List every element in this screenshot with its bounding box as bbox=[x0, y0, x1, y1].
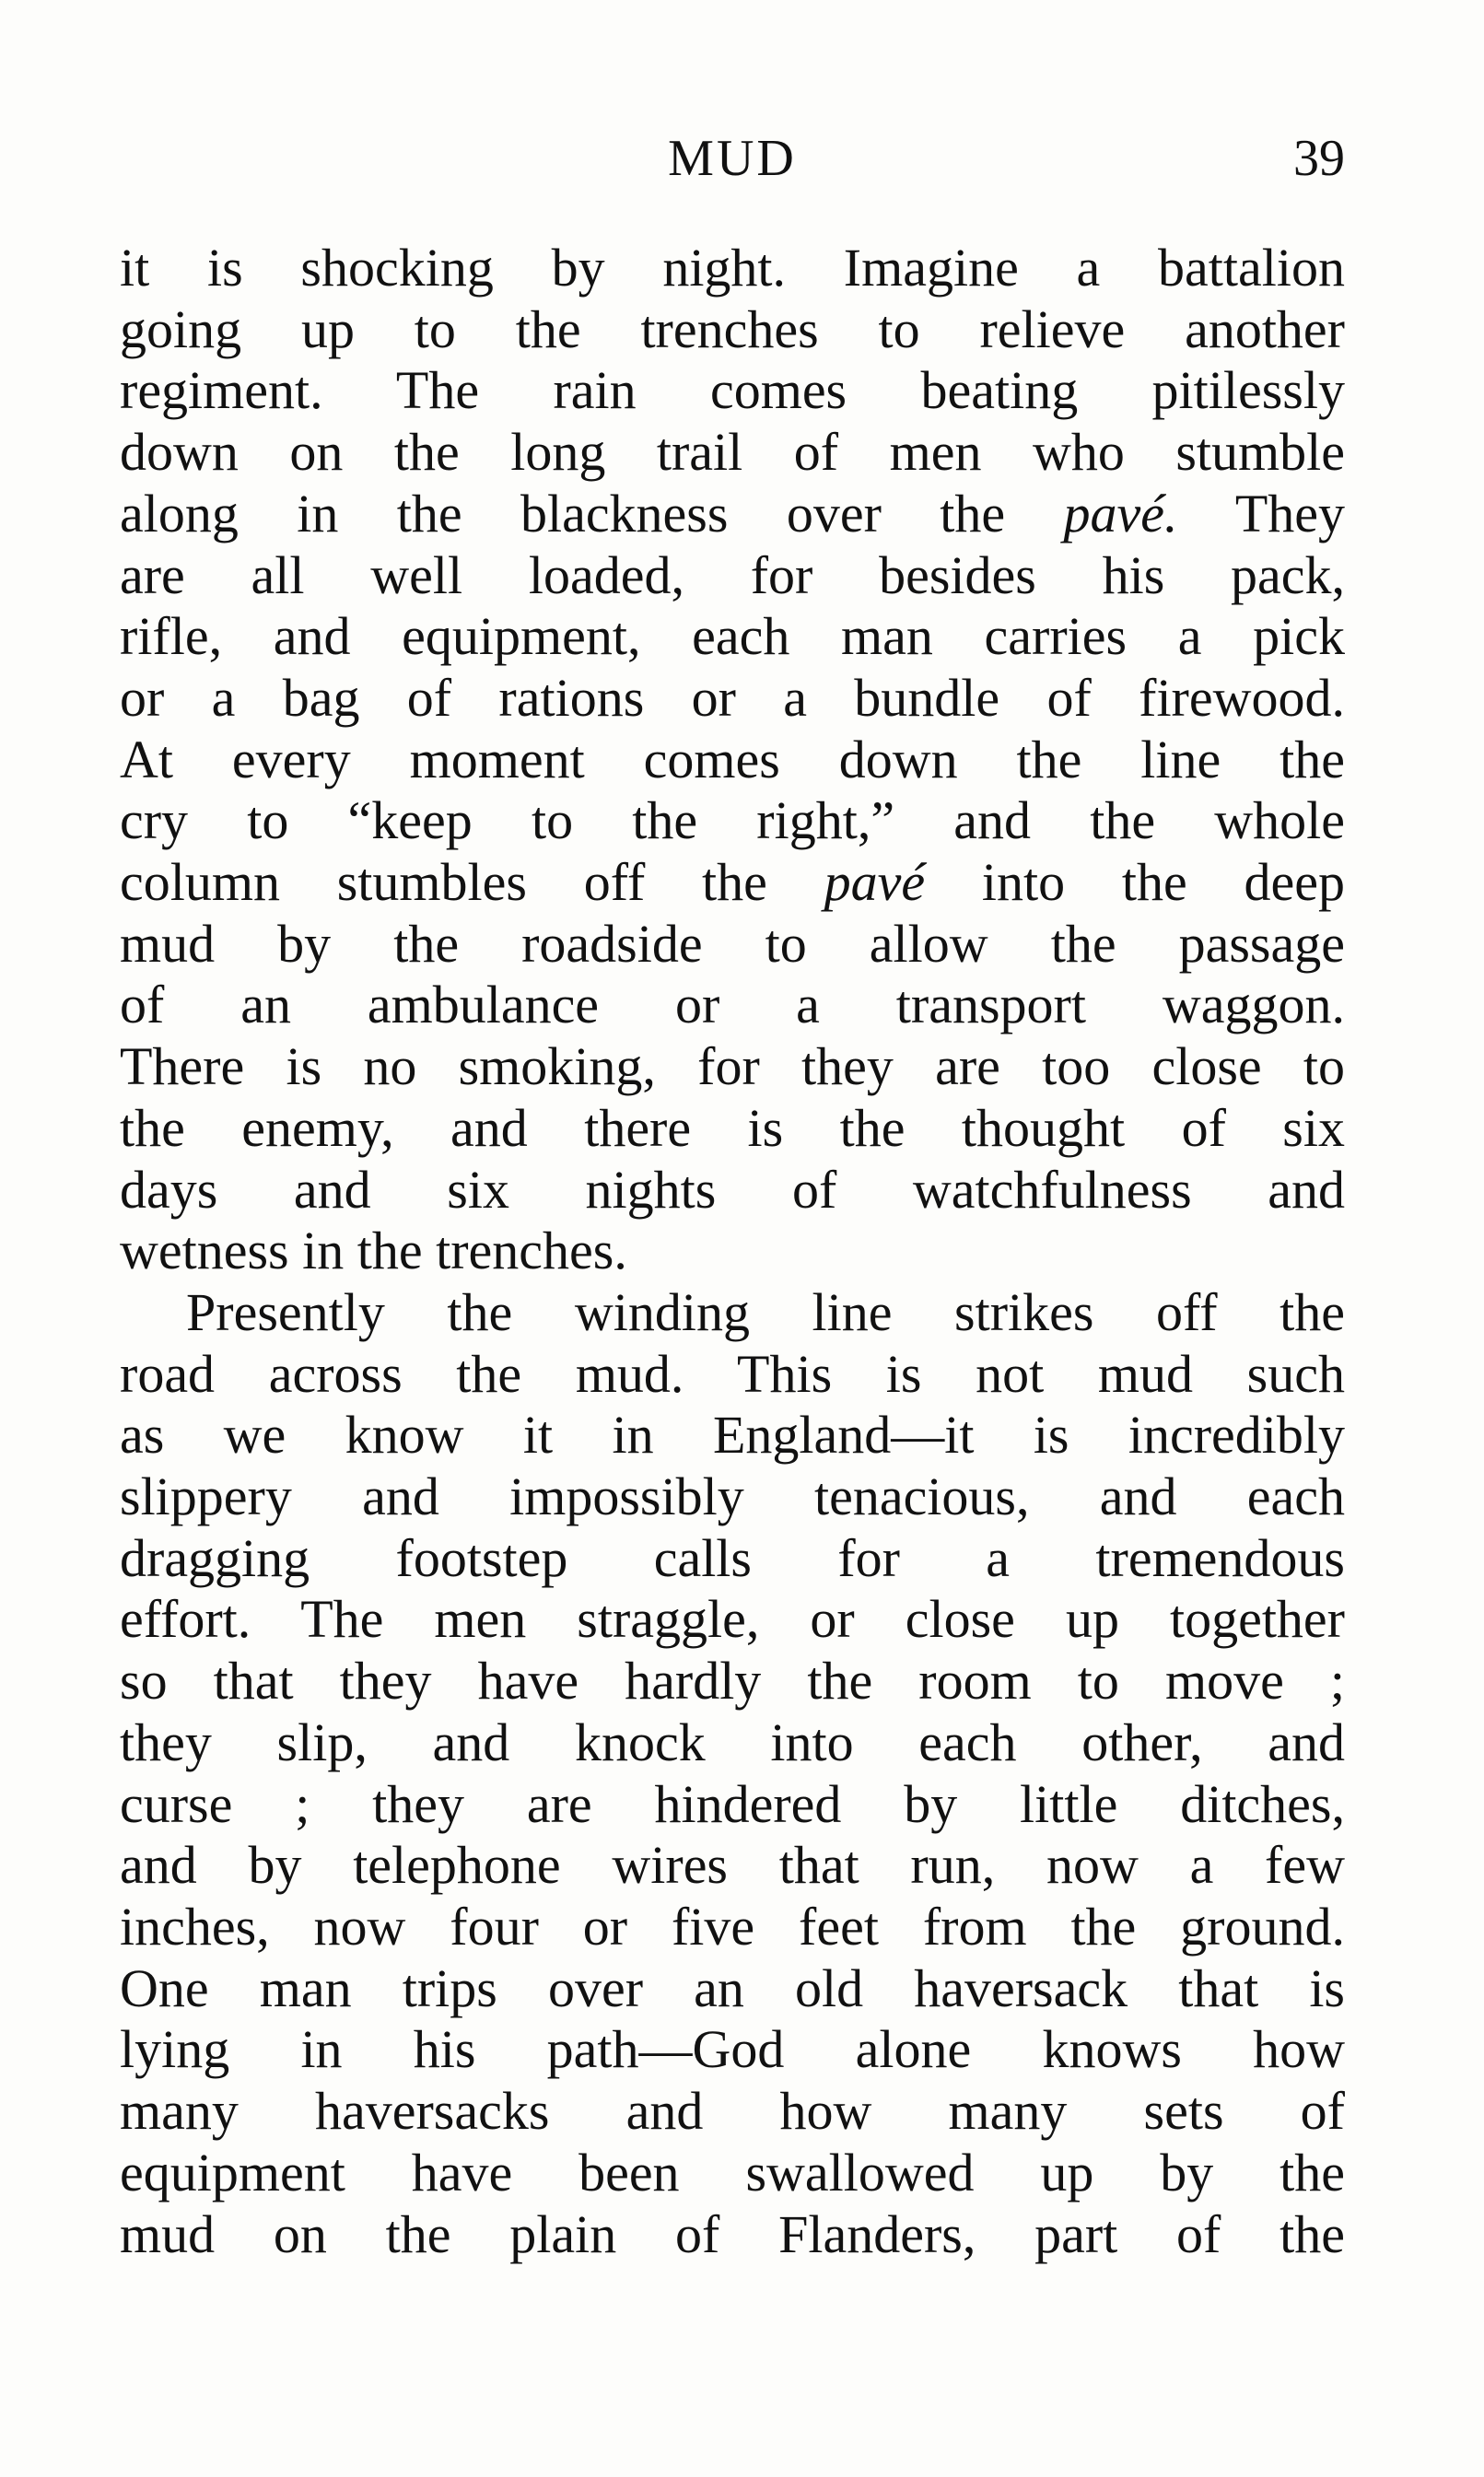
text-line: cry to “keep to the right,” and the whole bbox=[120, 790, 1345, 851]
text-line: as we know it in England—it is incredibly bbox=[120, 1405, 1345, 1466]
text-line: wetness in the trenches. bbox=[120, 1221, 627, 1281]
text-line: are all well loaded, for besides his pack, bbox=[120, 544, 1345, 605]
text-line: Presently the winding line strikes off the bbox=[186, 1281, 1345, 1342]
text-fragment: They bbox=[1177, 483, 1346, 543]
text-line: many haversacks and how many sets of bbox=[120, 2081, 1345, 2142]
italic-word: pavé bbox=[824, 852, 926, 913]
text-line bbox=[120, 852, 1345, 914]
running-head bbox=[120, 129, 1345, 203]
text-line: and by telephone wires that run, now a few bbox=[120, 1835, 1345, 1896]
text-line: it is shocking by night. Imagine a battalion bbox=[120, 238, 1345, 298]
text-line: they slip, and knock into each other, and bbox=[120, 1712, 1345, 1772]
text-line: mud on the plain of Flanders, part of the bbox=[120, 2203, 1345, 2264]
text-line: One man trips over an old haversack that is bbox=[120, 1957, 1345, 2018]
page-number: 39 bbox=[1293, 130, 1345, 187]
text-fragment: column stumbles off the bbox=[120, 852, 824, 913]
text-line: inches, now four or five feet from the ground. bbox=[120, 1896, 1345, 1957]
text-line: days and six nights of watchfulness and bbox=[120, 1159, 1345, 1220]
text-line: regiment. The rain comes beating pitilessly bbox=[120, 360, 1345, 421]
running-title: MUD bbox=[668, 130, 797, 187]
text-line: curse ; they are hindered by little ditches, bbox=[120, 1773, 1345, 1834]
text-line bbox=[120, 484, 1345, 545]
paragraph-2 bbox=[120, 1282, 1345, 2265]
text-line: equipment have been swallowed up by the bbox=[120, 2142, 1345, 2202]
text-line: or a bag of rations or a bundle of firewood. bbox=[120, 667, 1345, 728]
text-fragment: along in the blackness over the bbox=[120, 483, 1064, 543]
text-fragment: into the deep bbox=[925, 852, 1346, 913]
text-line: dragging footstep calls for a tremendous bbox=[120, 1527, 1345, 1588]
italic-word: pavé. bbox=[1063, 483, 1178, 543]
text-line: rifle, and equipment, each man carries a pick bbox=[120, 606, 1345, 667]
body-text bbox=[120, 238, 1345, 2265]
text-line: At every moment comes down the line the bbox=[120, 729, 1345, 789]
text-line: so that they have hardly the room to move ; bbox=[120, 1651, 1345, 1712]
text-line: going up to the trenches to relieve another bbox=[120, 298, 1345, 359]
text-line: effort. The men straggle, or close up together bbox=[120, 1589, 1345, 1650]
text-line: lying in his path—God alone knows how bbox=[120, 2019, 1345, 2080]
text-line: mud by the roadside to allow the passage bbox=[120, 913, 1345, 974]
text-line: down on the long trail of men who stumble bbox=[120, 422, 1345, 483]
text-line: the enemy, and there is the thought of six bbox=[120, 1097, 1345, 1158]
text-line: of an ambulance or a transport waggon. bbox=[120, 975, 1345, 1035]
paragraph-1 bbox=[120, 238, 1345, 1282]
text-line: slippery and impossibly tenacious, and each bbox=[120, 1466, 1345, 1527]
text-line: There is no smoking, for they are too close to bbox=[120, 1036, 1345, 1097]
text-line: road across the mud. This is not mud such bbox=[120, 1343, 1345, 1404]
